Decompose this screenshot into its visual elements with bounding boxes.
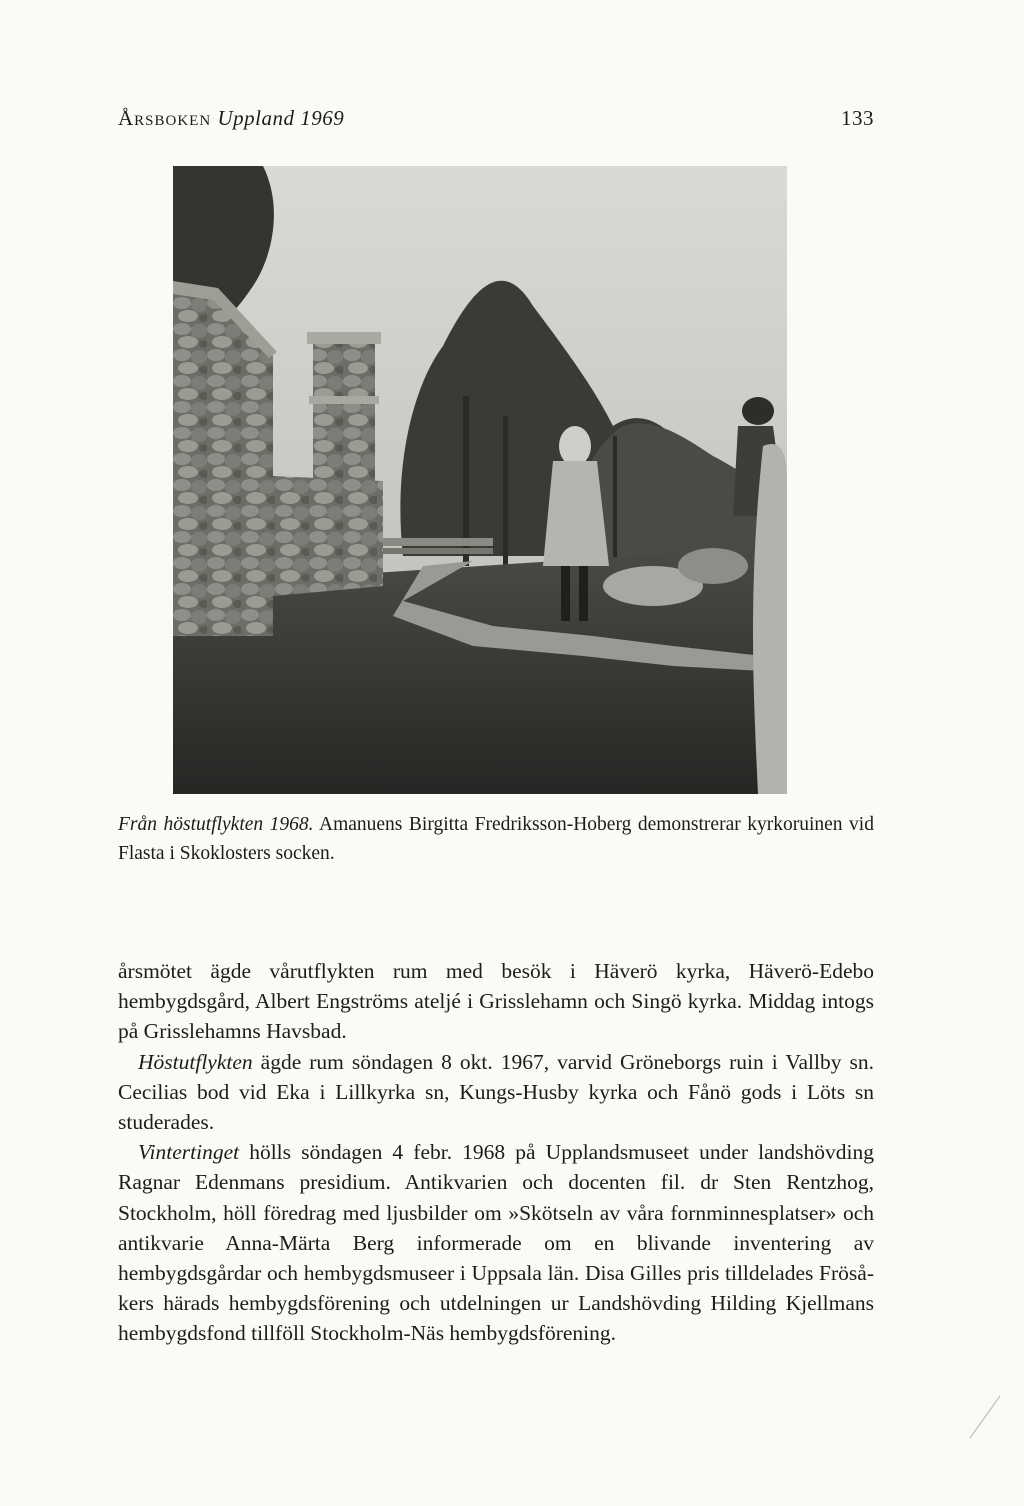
series-title: Årsboken <box>118 106 218 130</box>
paragraph-2-text: ägde rum söndagen 8 okt. 1967, varvid Gröneborgs ruin i Vallby sn. Cecilias bod vid Eka i Lillkyrka sn, Kungs-Husby kyrka och Fånö gods i Löts sn studerades. <box>118 1049 874 1135</box>
photograph <box>173 166 787 794</box>
page-number: 133 <box>841 106 874 130</box>
caption-italic: Från höstutflykten 1968. <box>118 814 314 835</box>
pencil-mark-icon <box>964 1392 1004 1442</box>
paragraph-3 <box>118 1137 874 1348</box>
paragraph-2 <box>118 1047 874 1138</box>
body-text <box>118 956 874 1349</box>
paragraph-3-lead: Vintertinget <box>138 1140 240 1165</box>
photo-caption <box>118 810 874 868</box>
photograph-church-ruin-icon <box>173 166 787 794</box>
running-header <box>118 106 874 146</box>
paragraph-1: årsmötet ägde vårutflykten rum med besök i Häverö kyrka, Häverö-Edebo hembygdsgård, Albert Engströms ateljé i Grisslehamn och Singö kyrka. Middag intogs på Grisslehamns Havsbad. <box>118 959 874 1044</box>
paragraph-2-lead: Höstutflykten <box>138 1049 253 1074</box>
caption-text: Amanuens Birgitta Fredriksson-Hoberg demonstrerar kyrkoruinen vid Flasta i Skoklosters socken. <box>118 814 874 864</box>
journal-title: Uppland 1969 <box>217 106 345 130</box>
paragraph-3-text: hölls söndagen 4 febr. 1968 på Upplandsmuseet under landshövding Ragnar Edenmans presidium. Antikvarien och docenten fil. dr Sten Rentzhog, Stockholm, höll föredrag med ljusbilder om »Skötseln av våra fornminnesplatser» och antikvarie Anna-Märta Berg informerade om en blivande inventering av hembygdsgårdar och hembygdsmuseer i Uppsala län. Disa Gilles pris tilldelades Frösåkers härads hembygdsförening och utdelningen ur Landshövding Hilding Kjellmans hembygdsfond tillföll Stockholm-Näs hembygdsförening. <box>118 1140 874 1346</box>
